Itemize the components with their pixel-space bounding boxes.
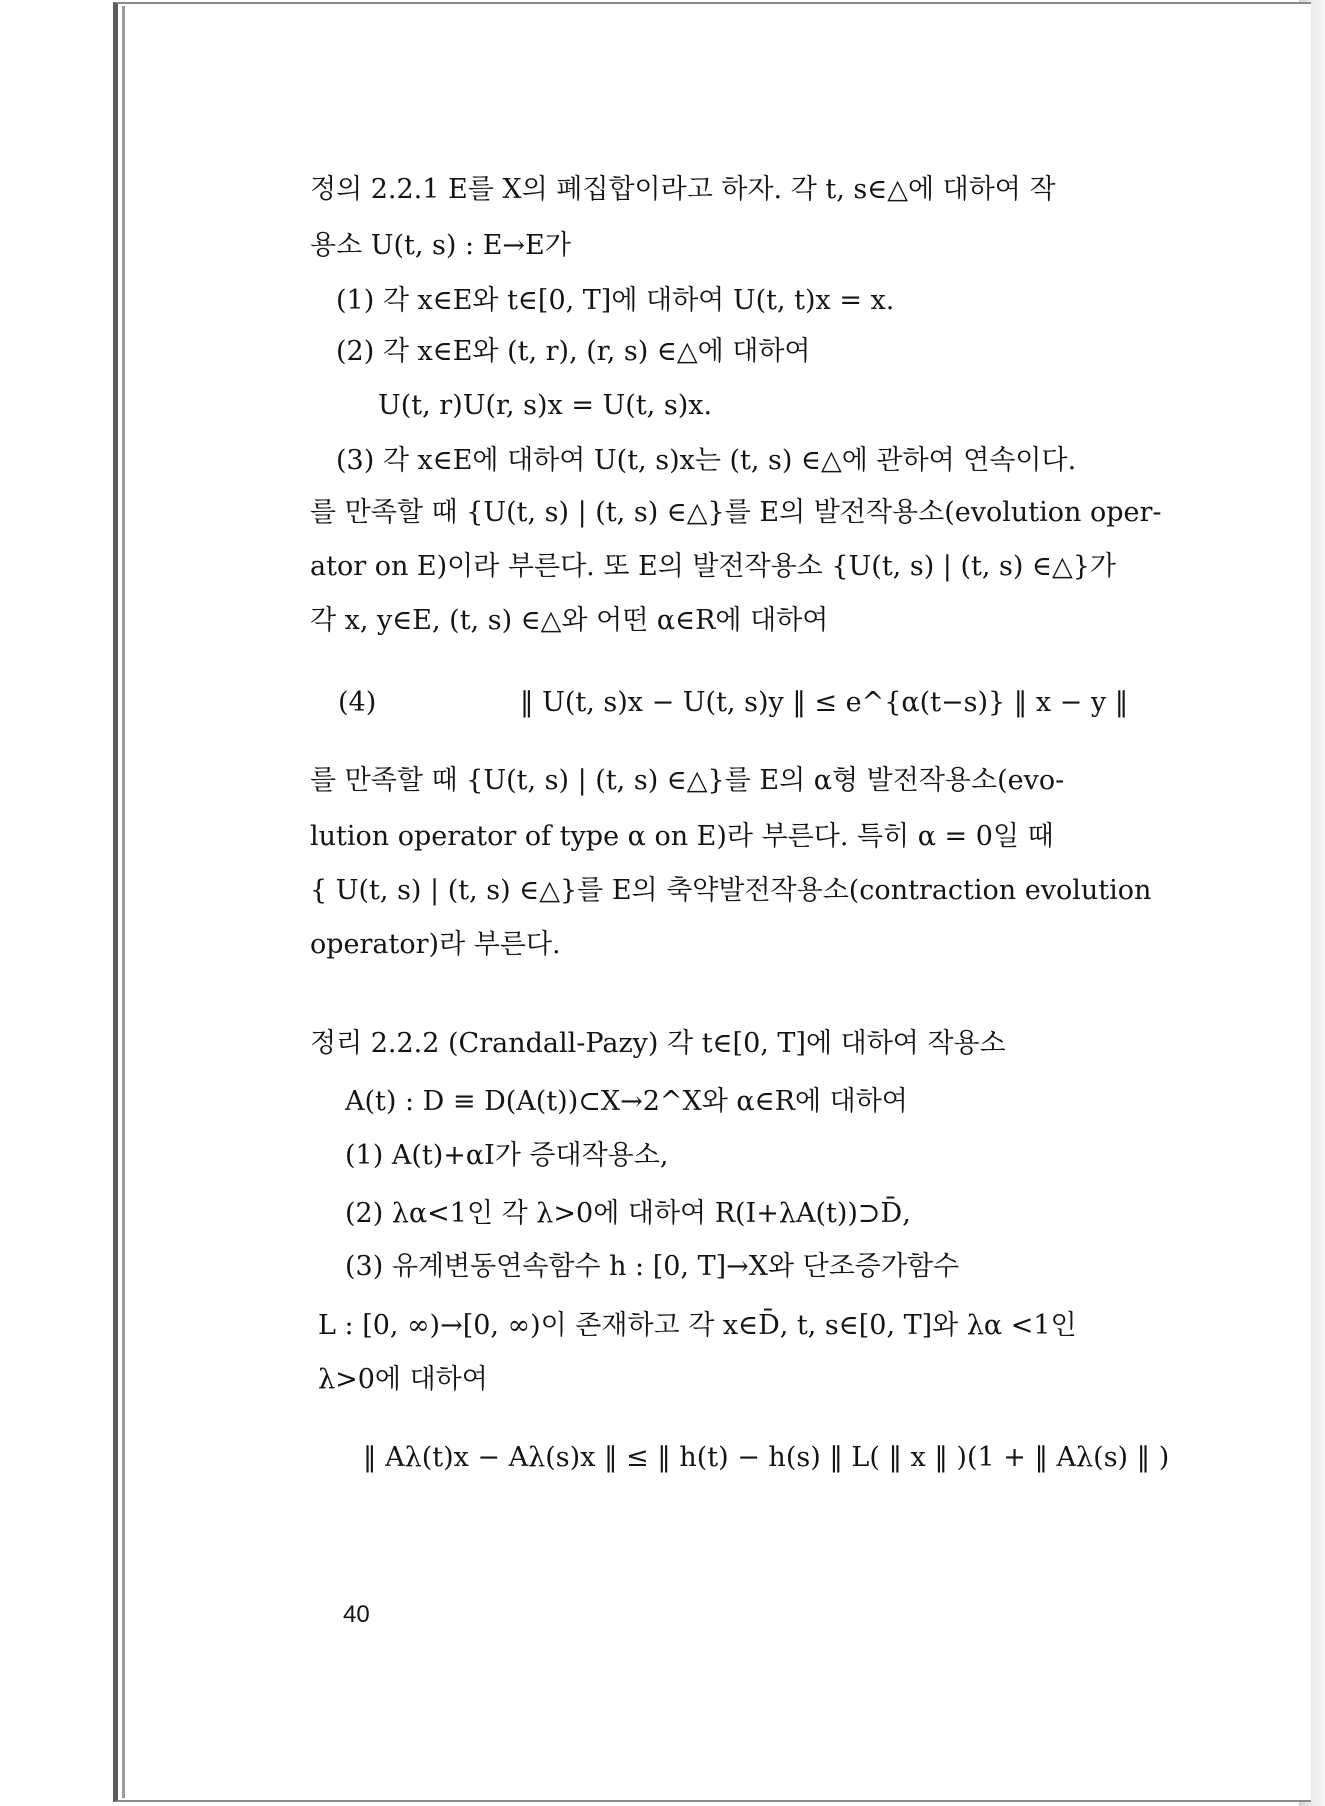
- definition-condition-1: (1) 각 x∈E와 t∈[0, T]에 대하여 U(t, t)x = x.: [336, 285, 895, 316]
- definition-line-1: 정의 2.2.1 E를 X의 폐집합이라고 하자. 각 t, s∈△에 대하여 작: [310, 174, 1056, 205]
- definition-after-line-2: lution operator of type α on E)라 부른다. 특히 α = 0일 때: [310, 821, 1054, 852]
- definition-line-9: 각 x, y∈E, (t, s) ∈△와 어떤 α∈R에 대하여: [310, 605, 829, 636]
- definition-condition-2-equation: U(t, r)U(r, s)x = U(t, s)x.: [378, 390, 713, 421]
- theorem-condition-1: (1) A(t)+αI가 증대작용소,: [345, 1140, 669, 1171]
- definition-line-7: 를 만족할 때 {U(t, s) | (t, s) ∈△}를 E의 발전작용소(evolution oper-: [310, 497, 1162, 528]
- theorem-line-1: 정리 2.2.2 (Crandall-Pazy) 각 t∈[0, T]에 대하여 작용소: [310, 1028, 1006, 1059]
- definition-line-8: ator on E)이라 부른다. 또 E의 발전작용소 {U(t, s) | (t, s) ∈△}가: [310, 551, 1117, 582]
- definition-condition-3: (3) 각 x∈E에 대하여 U(t, s)x는 (t, s) ∈△에 관하여 연속이다.: [336, 445, 1077, 476]
- definition-after-line-4: operator)라 부른다.: [310, 929, 561, 960]
- equation-4-label: (4): [338, 687, 377, 718]
- equation-4: ‖ U(t, s)x − U(t, s)y ‖ ≤ e^{α(t−s)} ‖ x − y ‖: [520, 687, 1129, 718]
- theorem-condition-2: (2) λα<1인 각 λ>0에 대하여 R(I+λA(t))⊃D̄,: [345, 1198, 911, 1229]
- theorem-line-6: L : [0, ∞)→[0, ∞)이 존재하고 각 x∈D̄, t, s∈[0, T]와 λα <1인: [318, 1310, 1077, 1341]
- theorem-equation: ‖ Aλ(t)x − Aλ(s)x ‖ ≤ ‖ h(t) − h(s) ‖ L( ‖ x ‖ )(1 + ‖ Aλ(s) ‖ ): [363, 1442, 1170, 1473]
- theorem-condition-3: (3) 유계변동연속함수 h : [0, T]→X와 단조증가함수: [345, 1251, 960, 1282]
- page-binding-line: [122, 6, 125, 1798]
- definition-condition-2: (2) 각 x∈E와 (t, r), (r, s) ∈△에 대하여: [336, 336, 811, 367]
- definition-after-line-1: 를 만족할 때 {U(t, s) | (t, s) ∈△}를 E의 α형 발전작용소(evo-: [310, 765, 1065, 796]
- definition-after-line-3: { U(t, s) | (t, s) ∈△}를 E의 축약발전작용소(contraction evolution: [310, 875, 1152, 906]
- theorem-line-7: λ>0에 대하여: [318, 1364, 488, 1395]
- page-number: 40: [343, 1601, 370, 1628]
- definition-line-2: 용소 U(t, s) : E→E가: [310, 230, 571, 261]
- theorem-line-2: A(t) : D ≡ D(A(t))⊂X→2^X와 α∈R에 대하여: [345, 1086, 908, 1117]
